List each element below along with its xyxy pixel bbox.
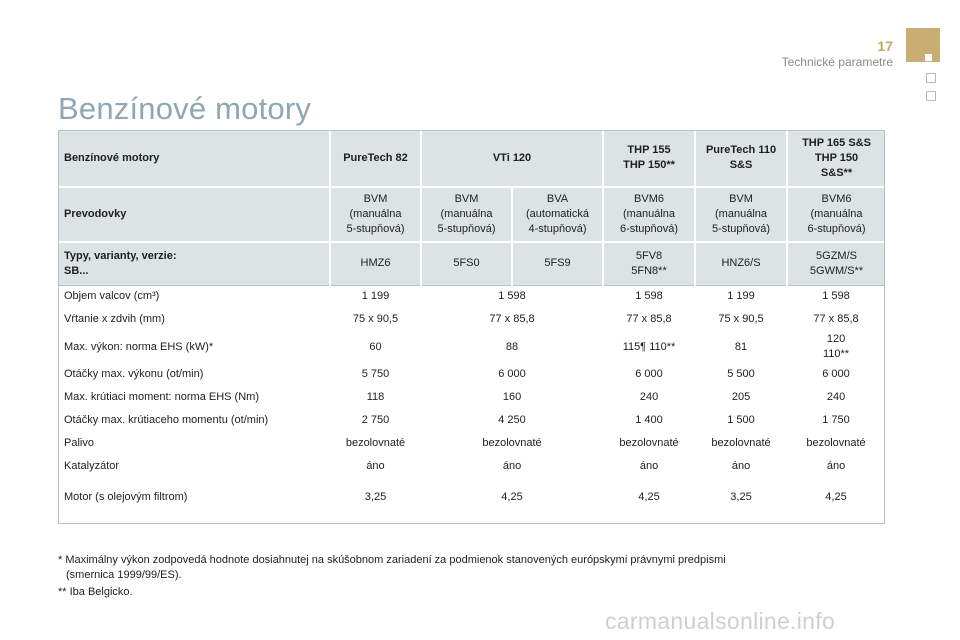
types-cell: HMZ6 <box>330 242 421 285</box>
table-row <box>58 386 885 409</box>
section-title: Technické parametre <box>781 55 893 69</box>
row-value: áno <box>330 455 421 478</box>
gearbox-label: Prevodovky <box>58 187 330 242</box>
row-value: bezolovnaté <box>421 432 603 455</box>
row-value: 77 x 85,8 <box>787 308 885 331</box>
row-value: 240 <box>787 386 885 409</box>
row-value: 75 x 90,5 <box>695 308 787 331</box>
row-value: 6 000 <box>603 363 695 386</box>
row-value: áno <box>421 455 603 478</box>
table-row <box>58 331 885 363</box>
page-title: Benzínové motory <box>58 91 312 126</box>
row-value: 81 <box>695 331 787 363</box>
row-value: áno <box>787 455 885 478</box>
table-row <box>58 478 885 517</box>
row-label: Max. výkon: norma EHS (kW)* <box>58 331 330 363</box>
row-value: 4,25 <box>603 478 695 517</box>
row-value: 77 x 85,8 <box>421 308 603 331</box>
row-value: 1 199 <box>695 285 787 308</box>
row-value: 120 110** <box>787 331 885 363</box>
watermark: carmanualsonline.info <box>605 608 836 634</box>
row-value: 5 750 <box>330 363 421 386</box>
gearbox-cell: BVM (manuálna 5-stupňová) <box>695 187 787 242</box>
row-label: Otáčky max. krútiaceho momentu (ot/min) <box>58 409 330 432</box>
gearbox-cell: BVM (manuálna 5-stupňová) <box>421 187 512 242</box>
types-cell: 5GZM/S 5GWM/S** <box>787 242 885 285</box>
gearbox-cell: BVA (automatická 4-stupňová) <box>512 187 603 242</box>
header-engine-cell: PureTech 82 <box>330 130 421 187</box>
header-engine-cell: THP 155 THP 150** <box>603 130 695 187</box>
row-value: 205 <box>695 386 787 409</box>
row-label: Max. krútiaci moment: norma EHS (Nm) <box>58 386 330 409</box>
engine-spec-table <box>58 130 885 517</box>
page-number: 17 <box>877 38 893 54</box>
chapter-tab-active[interactable] <box>906 28 940 62</box>
row-value: 1 400 <box>603 409 695 432</box>
row-value: 4,25 <box>787 478 885 517</box>
row-value: bezolovnaté <box>787 432 885 455</box>
types-cell: HNZ6/S <box>695 242 787 285</box>
footnote-belgium: ** Iba Belgicko. <box>58 586 133 598</box>
row-value: 3,25 <box>695 478 787 517</box>
table-row <box>58 285 885 308</box>
table-row <box>58 455 885 478</box>
header-engine-cell: PureTech 110 S&S <box>695 130 787 187</box>
row-value: 1 199 <box>330 285 421 308</box>
footnote-power-line2: (smernica 1999/99/ES). <box>66 569 182 581</box>
row-value: bezolovnaté <box>603 432 695 455</box>
row-label: Katalyzátor <box>58 455 330 478</box>
row-value: 1 500 <box>695 409 787 432</box>
row-value: 1 598 <box>421 285 603 308</box>
types-cell: 5FS0 <box>421 242 512 285</box>
row-value: 3,25 <box>330 478 421 517</box>
footnote-power <box>58 553 726 583</box>
row-value: 115¶ 110** <box>603 331 695 363</box>
table-row <box>58 432 885 455</box>
header-engine-cell: VTi 120 <box>421 130 603 187</box>
footnote-power-line1: * Maximálny výkon zodpovedá hodnote dosiahnutej na skúšobnom zariadení za podmienok stanovených európskymi právnymi predpismi <box>58 554 726 566</box>
row-value: 88 <box>421 331 603 363</box>
row-value: 75 x 90,5 <box>330 308 421 331</box>
row-label: Palivo <box>58 432 330 455</box>
row-value: 1 598 <box>603 285 695 308</box>
row-value: 4,25 <box>421 478 603 517</box>
table-row <box>58 409 885 432</box>
row-value: áno <box>695 455 787 478</box>
table-header-row <box>58 130 885 187</box>
header-engine-cell: THP 165 S&S THP 150 S&S** <box>787 130 885 187</box>
row-value: 5 500 <box>695 363 787 386</box>
row-label: Motor (s olejovým filtrom) <box>58 478 330 517</box>
header-label: Benzínové motory <box>58 130 330 187</box>
row-value: 60 <box>330 331 421 363</box>
row-value: áno <box>603 455 695 478</box>
row-value: 240 <box>603 386 695 409</box>
types-cell: 5FS9 <box>512 242 603 285</box>
row-value: 77 x 85,8 <box>603 308 695 331</box>
types-row <box>58 242 885 285</box>
row-value: 1 750 <box>787 409 885 432</box>
gearbox-cell: BVM (manuálna 5-stupňová) <box>330 187 421 242</box>
row-label: Objem valcov (cm³) <box>58 285 330 308</box>
gearbox-cell: BVM6 (manuálna 6-stupňová) <box>787 187 885 242</box>
row-value: 6 000 <box>787 363 885 386</box>
table-row <box>58 308 885 331</box>
row-value: 4 250 <box>421 409 603 432</box>
types-cell: 5FV8 5FN8** <box>603 242 695 285</box>
chapter-tab[interactable] <box>926 91 936 101</box>
row-value: bezolovnaté <box>330 432 421 455</box>
row-value: 6 000 <box>421 363 603 386</box>
types-label: Typy, varianty, verzie: SB... <box>58 242 330 285</box>
table-row <box>58 363 885 386</box>
row-value: 1 598 <box>787 285 885 308</box>
chapter-tab[interactable] <box>926 73 936 83</box>
row-label: Otáčky max. výkonu (ot/min) <box>58 363 330 386</box>
gearbox-row <box>58 187 885 242</box>
row-value: bezolovnaté <box>695 432 787 455</box>
row-label: Vŕtanie x zdvih (mm) <box>58 308 330 331</box>
tab-marker-icon <box>925 54 932 61</box>
row-value: 160 <box>421 386 603 409</box>
gearbox-cell: BVM6 (manuálna 6-stupňová) <box>603 187 695 242</box>
row-value: 118 <box>330 386 421 409</box>
row-value: 2 750 <box>330 409 421 432</box>
